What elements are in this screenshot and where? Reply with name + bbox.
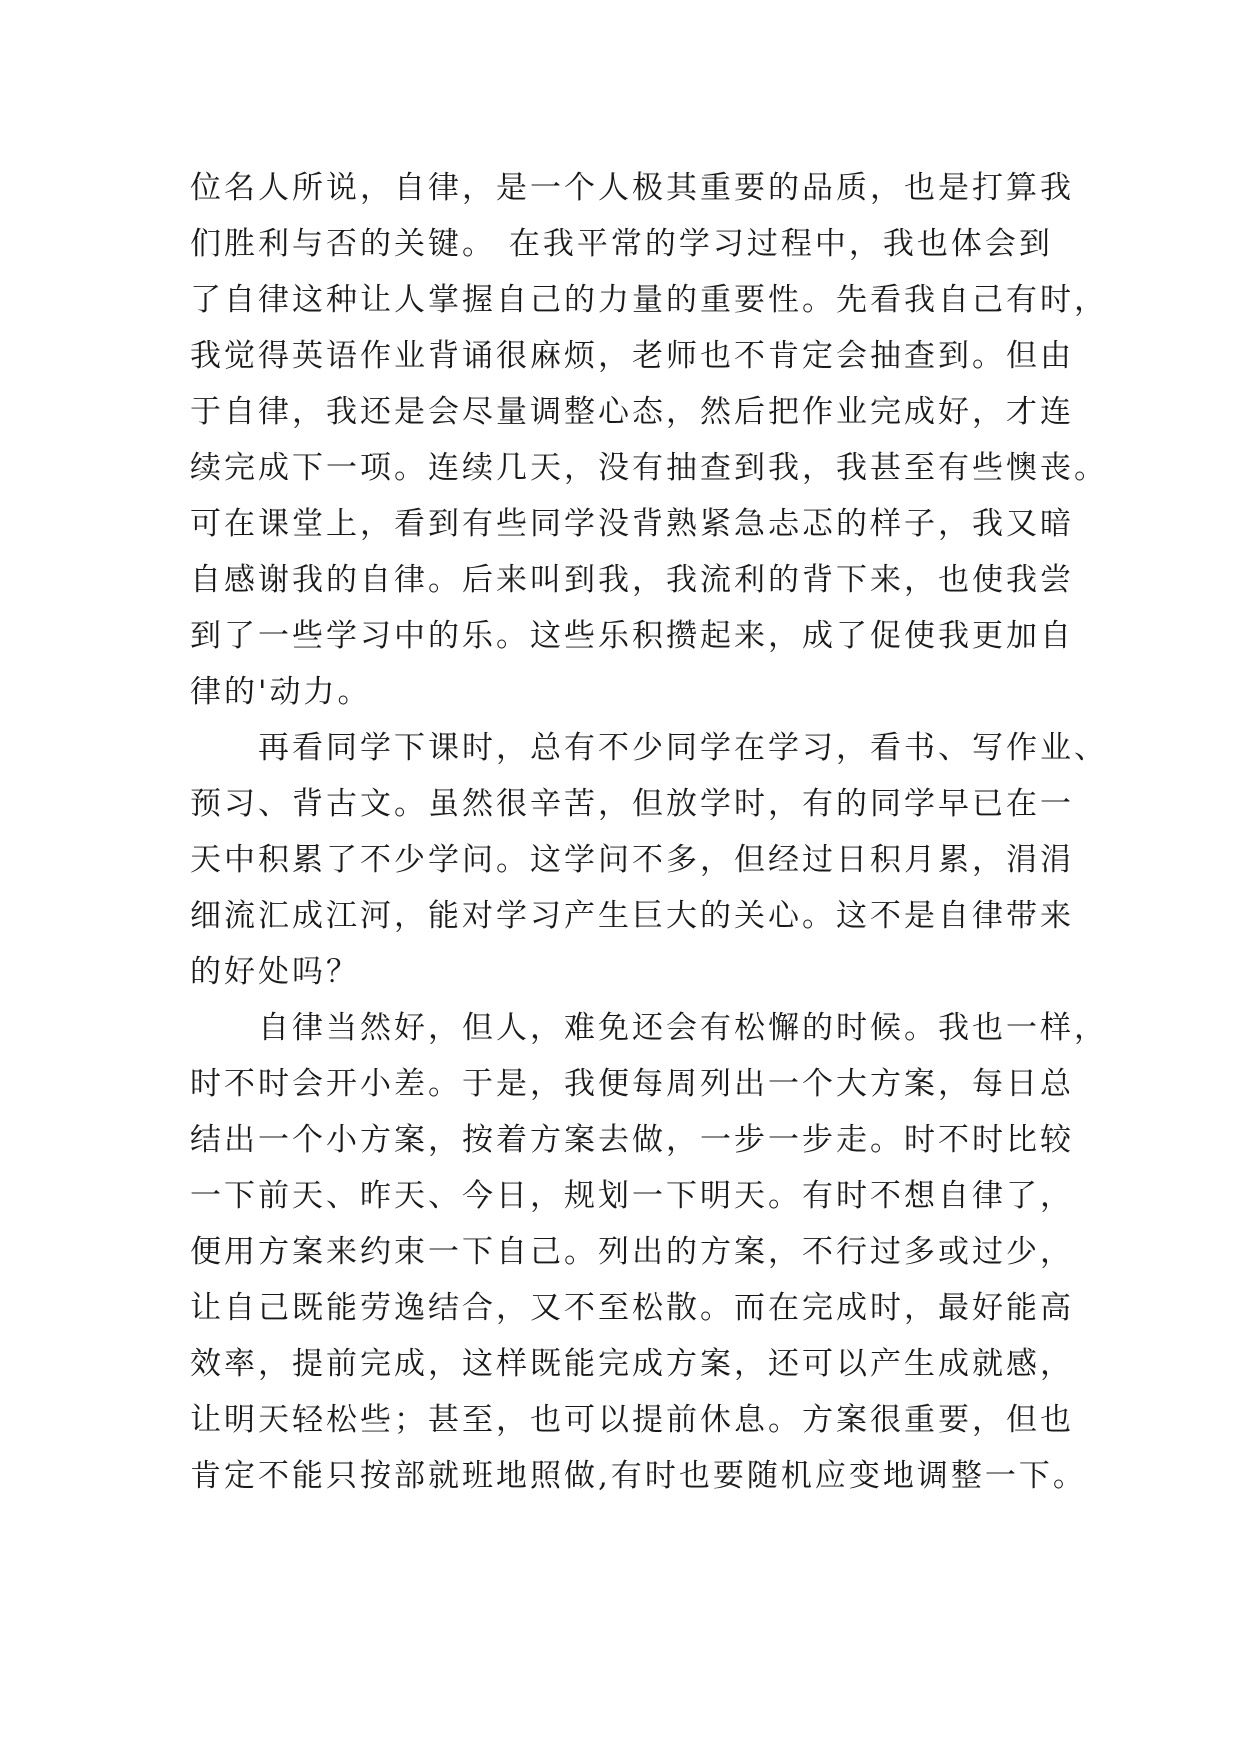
text-line: 律的'动力。 [190,674,372,710]
text-line: 的好处吗？ [190,954,360,990]
text-line: 于自律，我还是会尽量调整心态，然后把作业完成好，才连 [190,394,1074,430]
text-line: 一下前天、昨天、今日，规划一下明天。有时不想自律了， [190,1178,1074,1214]
text-line: 细流汇成江河，能对学习产生巨大的关心。这不是自律带来 [190,898,1074,934]
text-line: 位名人所说，自律，是一个人极其重要的品质，也是打算我 [190,170,1074,206]
text-line: 让自己既能劳逸结合，又不至松散。而在完成时，最好能高 [190,1290,1074,1326]
text-line: 自律当然好，但人，难免还会有松懈的时候。我也一样， [190,1010,1108,1046]
text-line: 天中积累了不少学问。这学问不多，但经过日积月累，涓涓 [190,842,1074,878]
text-line: 肯定不能只按部就班地照做,有时也要随机应变地调整一下。 [190,1458,1087,1494]
text-line: 让明天轻松些；甚至，也可以提前休息。方案很重要，但也 [190,1402,1074,1438]
text-line: 到了一些学习中的乐。这些乐积攒起来，成了促使我更加自 [190,618,1074,654]
text-line: 便用方案来约束一下自己。列出的方案，不行过多或过少， [190,1234,1074,1270]
text-line: 了自律这种让人掌握自己的力量的重要性。先看我自己有时， [190,282,1108,318]
text-line: 续完成下一项。连续几天，没有抽查到我，我甚至有些懊丧。 [190,450,1108,486]
body-text [190,160,1108,1504]
text-line: 我觉得英语作业背诵很麻烦，老师也不肯定会抽查到。但由 [190,338,1074,374]
text-line: 结出一个小方案，按着方案去做，一步一步走。时不时比较 [190,1122,1074,1158]
text-line: 们胜利与否的关键。 在我平常的学习过程中，我也体会到 [190,226,1053,262]
text-line: 效率，提前完成，这样既能完成方案，还可以产生成就感， [190,1346,1074,1382]
text-line: 可在课堂上，看到有些同学没背熟紧急忐忑的样子，我又暗 [190,506,1074,542]
text-line: 时不时会开小差。于是，我便每周列出一个大方案，每日总 [190,1066,1074,1102]
text-line: 自感谢我的自律。后来叫到我，我流利的背下来，也使我尝 [190,562,1074,598]
text-line: 再看同学下课时，总有不少同学在学习，看书、写作业、 [190,730,1108,766]
text-line: 预习、背古文。虽然很辛苦，但放学时，有的同学早已在一 [190,786,1074,822]
